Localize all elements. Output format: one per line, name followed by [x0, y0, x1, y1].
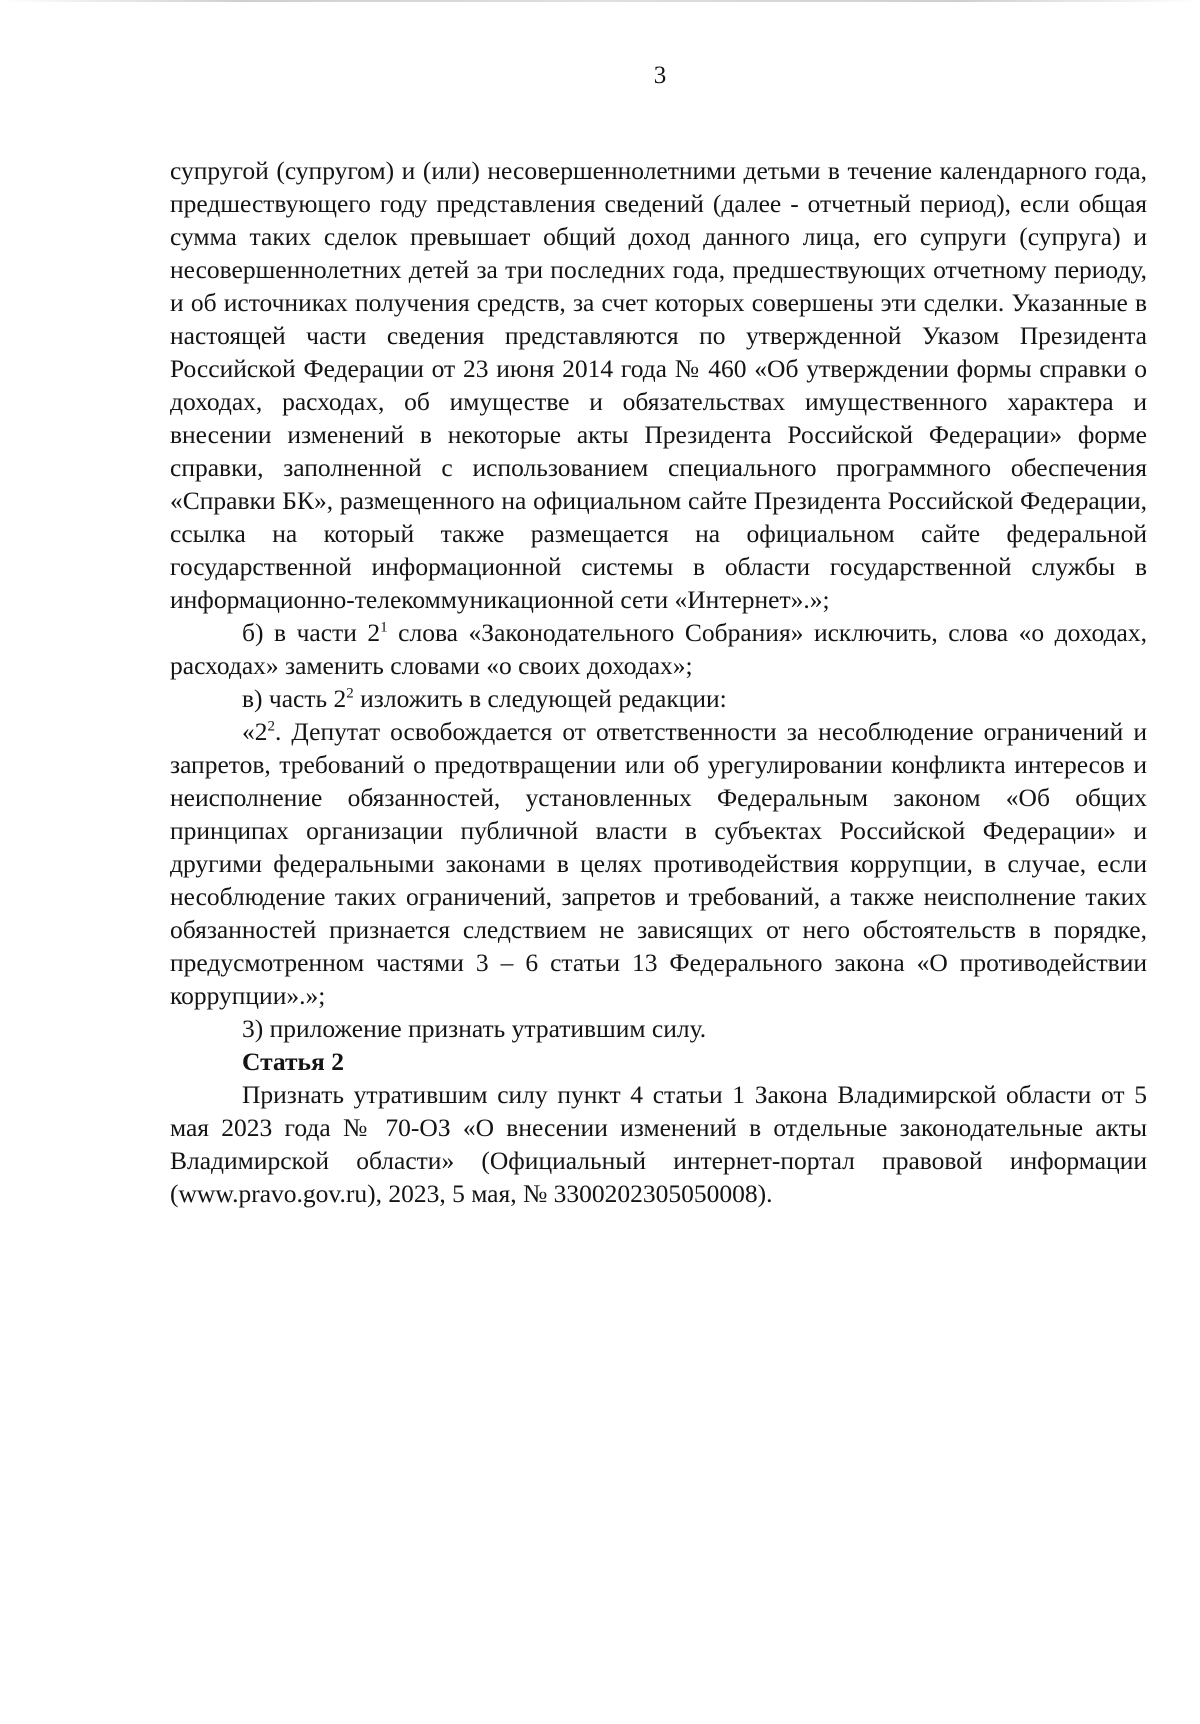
article-2-title: Статья 2	[242, 1047, 344, 1076]
scan-edge	[0, 0, 1200, 2]
item-v-superscript: 2	[346, 685, 354, 702]
paragraph-item-3: 3) приложение признать утратившим силу.	[242, 1014, 707, 1043]
paragraph-new-part	[170, 715, 1147, 1012]
paragraph-continuation: супругой (супругом) и (или) несовершеннолетними детьми в течение календарного года, предшествующего году представления сведений (далее - отчетный период), если общая сумма таких сделок превышает общий доход данного лица, его супруги (супруга) и несовершеннолетних детей за три последних года, предшествующих отчетному периоду, и об источниках получения средств, за счет которых совершены эти сделки. Указанные в настоящей части сведения представляются по утвержденной Указом Президента Российской Федерации от 23 июня 2014 года № 460 «Об утверждении формы справки о доходах, расходах, об имуществе и обязательствах имущественного характера и внесении изменений в некоторые акты Президента Российской Федерации» форме справки, заполненной с использованием специального программного обеспечения «Справки БК», размещенного на официальном сайте Президента Российской Федерации, ссылка на который также размещается на официальном сайте федеральной государственной информационной системы в области государственной службы в информационно-телекоммуникационной сети «Интернет».»;	[170, 156, 1147, 614]
document-body	[170, 154, 1147, 1210]
item-b-text-end: слова «Законодательного Собрания» исключить, слова «о доходах, расходах» заменить словами «о своих доходах»;	[170, 618, 1147, 680]
item-b-text-start: б) в части 2	[242, 618, 381, 647]
item-v-text-start: в) часть 2	[242, 684, 347, 713]
article-2-text: Признать утратившим силу пункт 4 статьи 1 Закона Владимирской области от 5 мая 2023 года № 70-ОЗ «О внесении изменений в отдельные законодательные акты Владимирской области» (Официальный интернет-портал правовой информации (www.pravo.gov.ru), 2023, 5 мая, № 3300202305050008).	[170, 1080, 1147, 1208]
item-b-superscript: 1	[380, 619, 388, 636]
paragraph-item-b	[170, 616, 1147, 682]
paragraph-item-v	[170, 682, 1147, 715]
new-part-superscript: 2	[267, 718, 275, 735]
new-part-text-end: . Депутат освобождается от ответственности за несоблюдение ограничений и запретов, требований о предотвращении или об урегулировании конфликта интересов и неисполнение обязанностей, установленных Федеральным законом «Об общих принципах организации публичной власти в субъектах Российской Федерации» и другими федеральными законами в целях противодействия коррупции, в случае, если несоблюдение таких ограничений, запретов и требований, а также неисполнение таких обязанностей признается следствием не зависящих от него обстоятельств в порядке, предусмотренном частями 3 – 6 статьи 13 Федерального закона «О противодействии коррупции».»;	[170, 717, 1147, 1010]
new-part-text-start: «2	[242, 717, 268, 746]
page-number: 3	[653, 62, 667, 89]
item-v-text-end: изложить в следующей редакции:	[353, 684, 727, 713]
